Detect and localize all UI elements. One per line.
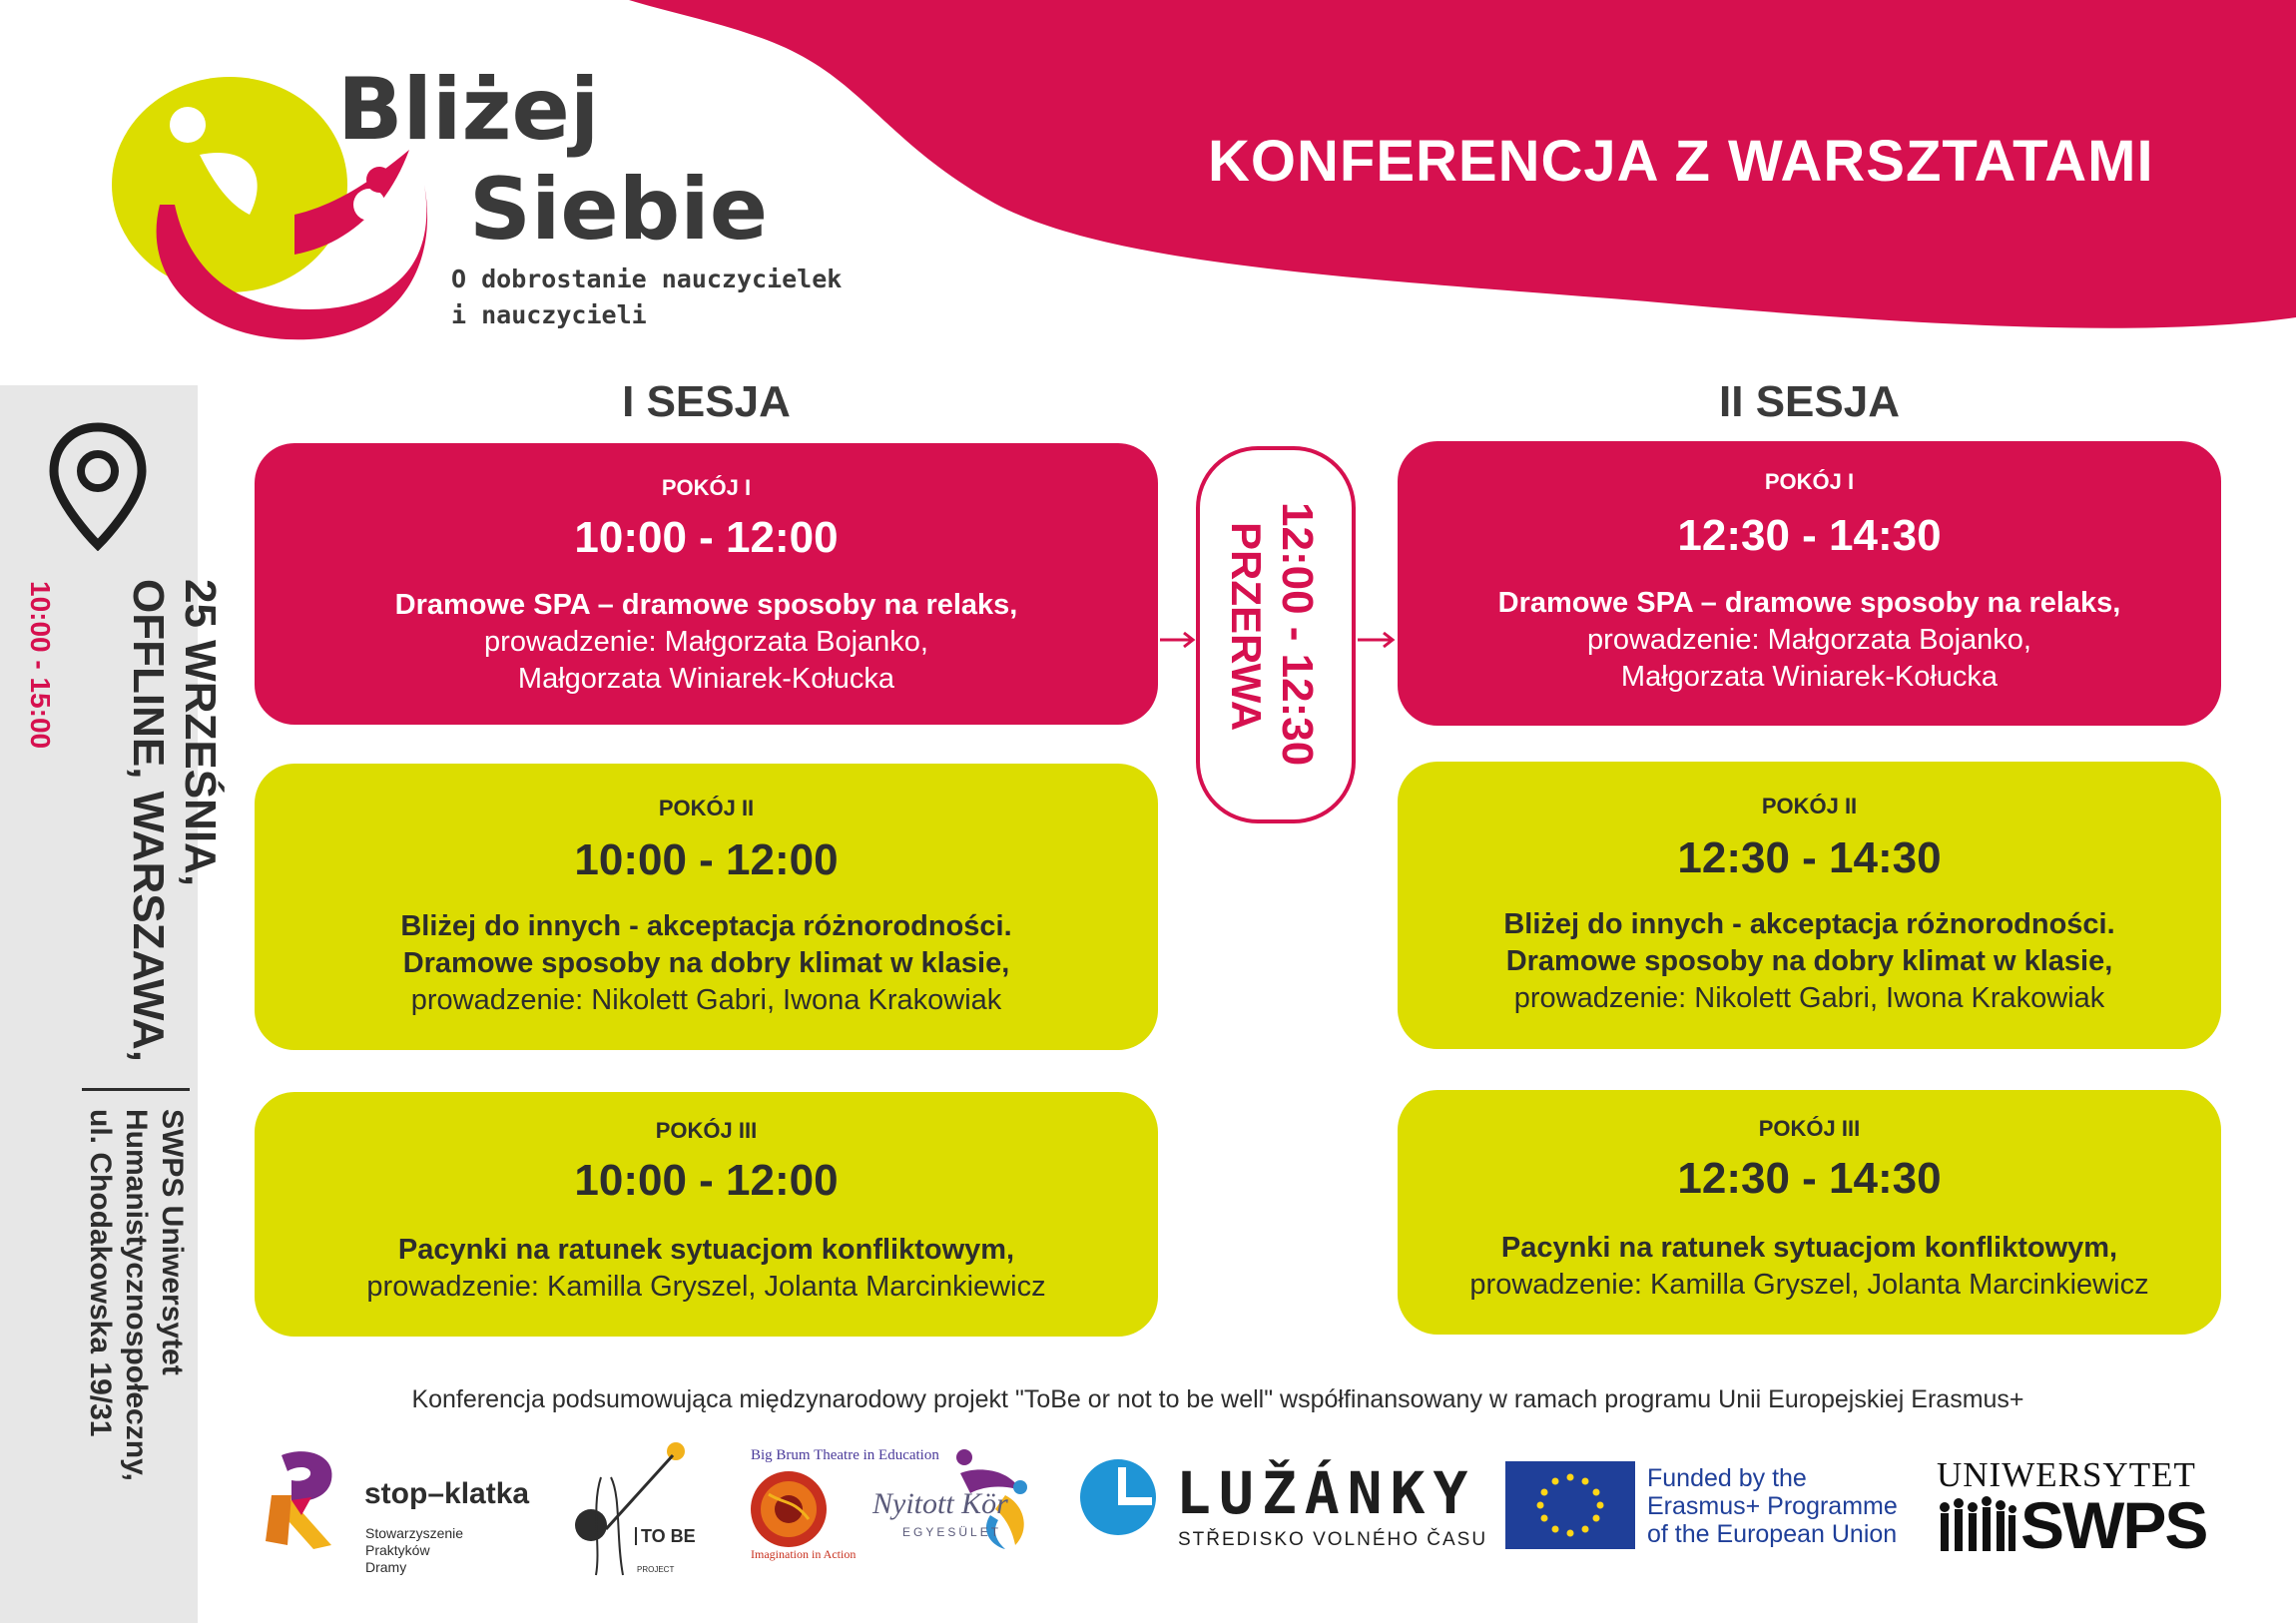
luzanky-sub: STŘEDISKO VOLNÉHO ČASU <box>1178 1529 1488 1550</box>
workshop-title: Bliżej do innych - akceptacja różnorodności. <box>400 910 1012 942</box>
room-label: POKÓJ II <box>1761 794 1858 818</box>
logo-subtitle <box>451 262 842 333</box>
arrow-right-icon <box>1158 625 1198 655</box>
room-time: 10:00 - 12:00 <box>574 513 839 562</box>
stop-klatka-name: stop–klatka <box>364 1477 530 1510</box>
tobe-logo-text: TO BE <box>635 1527 681 1545</box>
break-box <box>1196 446 1356 823</box>
big-brum-tagline: Imagination in Action <box>751 1547 857 1561</box>
eu-funding-line: Erasmus+ Programme <box>1647 1492 1898 1520</box>
room-description <box>1398 585 2221 696</box>
event-date-line1: 25 WRZEŚNIA, <box>176 579 225 887</box>
workshop-title: Pacynki na ratunek sytuacjom konfliktowym, <box>397 1234 1015 1266</box>
session-1-room-3-card <box>255 1092 1158 1337</box>
session-2-room-3-card <box>1398 1090 2221 1335</box>
tobe-logo-sub: PROJECT <box>637 1565 675 1574</box>
address-line: Humanistycznospołeczny, <box>120 1109 153 1481</box>
session-2-room-2-card <box>1398 762 2221 1049</box>
workshop-leaders: prowadzenie: Małgorzata Bojanko, <box>484 626 928 658</box>
session-2-title: II SESJA <box>1719 377 1900 426</box>
workshop-title: Bliżej do innych - akceptacja różnorodności. <box>1503 908 2115 940</box>
tobe-logo-icon <box>561 1437 691 1577</box>
room-description <box>255 1232 1158 1306</box>
logo-text-line1: Bliżej <box>337 60 600 160</box>
room-label: POKÓJ I <box>1764 469 1855 494</box>
room-time: 12:30 - 14:30 <box>1677 1154 1942 1203</box>
room-description <box>255 908 1158 1019</box>
stop-klatka-subtitle <box>365 1525 463 1576</box>
location-pin-icon <box>48 421 148 551</box>
stop-klatka-logo-icon <box>262 1445 353 1555</box>
event-address <box>82 1088 190 1481</box>
nyitott-kor-sub: EGYESÜLET <box>902 1525 1002 1539</box>
workshop-leaders: prowadzenie: Kamilla Gryszel, Jolanta Marcinkiewicz <box>366 1271 1046 1303</box>
logo-subtitle-line2: i nauczycieli <box>451 300 647 329</box>
workshop-leaders: prowadzenie: Kamilla Gryszel, Jolanta Marcinkiewicz <box>1469 1269 2149 1301</box>
arrow-right-icon <box>1356 625 1398 655</box>
workshop-leaders: Małgorzata Winiarek-Kołucka <box>517 663 895 695</box>
workshop-title: Dramowe sposoby na dobry klimat w klasie, <box>1505 945 2113 977</box>
conference-title: KONFERENCJA Z WARSZTATAMI <box>1208 129 2154 194</box>
session-2-room-1-card <box>1398 441 2221 726</box>
workshop-title: Dramowe SPA – dramowe sposoby na relaks, <box>1497 587 2121 619</box>
swps-people-icon <box>1937 1495 2018 1553</box>
event-time: 10:00 - 15:00 <box>25 581 56 750</box>
swps-logo-top: UNIWERSYTET <box>1937 1455 2196 1494</box>
workshop-leaders: prowadzenie: Nikolett Gabri, Iwona Krakowiak <box>1513 982 2105 1014</box>
workshop-title: Dramowe sposoby na dobry klimat w klasie, <box>402 947 1010 979</box>
eu-funding-line: of the European Union <box>1647 1520 1898 1548</box>
room-description <box>255 587 1158 698</box>
room-description <box>1398 1230 2221 1304</box>
session-1-title: I SESJA <box>622 377 791 426</box>
room-time: 10:00 - 12:00 <box>574 835 839 884</box>
workshop-leaders: prowadzenie: Małgorzata Bojanko, <box>1587 624 2031 656</box>
break-time: 12:00 - 12:30 <box>1273 502 1322 767</box>
eu-funding-text <box>1647 1464 1898 1548</box>
logo-text-line2: Siebie <box>469 160 769 260</box>
big-brum-logo-icon <box>739 1449 839 1559</box>
workshop-leaders: prowadzenie: Nikolett Gabri, Iwona Krakowiak <box>410 984 1002 1016</box>
break-label: PRZERWA <box>1223 522 1270 732</box>
stop-klatka-subtitle-line: Praktyków <box>365 1542 430 1558</box>
room-description <box>1398 906 2221 1017</box>
room-time: 10:00 - 12:00 <box>574 1156 839 1205</box>
workshop-title: Dramowe SPA – dramowe sposoby na relaks, <box>394 589 1018 621</box>
stop-klatka-subtitle-line: Dramy <box>365 1559 407 1575</box>
luzanky-logo-icon <box>1076 1455 1160 1539</box>
luzanky-name: LUŽÁNKY <box>1176 1459 1476 1527</box>
address-line: ul. Chodakowska 19/31 <box>84 1109 117 1437</box>
big-brum-name: Big Brum Theatre in Education <box>751 1447 939 1463</box>
event-date <box>122 579 226 1062</box>
room-label: POKÓJ III <box>655 1118 758 1143</box>
room-label: POKÓJ I <box>661 475 752 500</box>
session-1-room-1-card <box>255 443 1158 725</box>
eu-flag-icon <box>1505 1461 1635 1549</box>
room-label: POKÓJ II <box>658 796 755 820</box>
nyitott-kor-name: Nyitott Kör <box>872 1487 1008 1520</box>
logo-subtitle-line1: O dobrostanie nauczycielek <box>451 265 843 293</box>
workshop-leaders: Małgorzata Winiarek-Kołucka <box>1620 661 1999 693</box>
address-line: SWPS Uniwersytet <box>156 1109 189 1375</box>
swps-logo-bottom: SWPS <box>2020 1488 2207 1562</box>
event-date-line2: OFFLINE, WARSZAWA, <box>124 579 173 1062</box>
room-label: POKÓJ III <box>1758 1116 1861 1141</box>
room-time: 12:30 - 14:30 <box>1677 833 1942 882</box>
stop-klatka-subtitle-line: Stowarzyszenie <box>365 1525 464 1541</box>
session-1-room-2-card <box>255 764 1158 1050</box>
workshop-title: Pacynki na ratunek sytuacjom konfliktowym, <box>1500 1232 2118 1264</box>
project-funding-note: Konferencja podsumowująca międzynarodowy projekt "ToBe or not to be well" współfinansowany w ramach programu Unii Europejskiej Erasmus+ <box>411 1385 2024 1413</box>
room-time: 12:30 - 14:30 <box>1677 511 1942 560</box>
eu-funding-line: Funded by the <box>1647 1464 1807 1492</box>
